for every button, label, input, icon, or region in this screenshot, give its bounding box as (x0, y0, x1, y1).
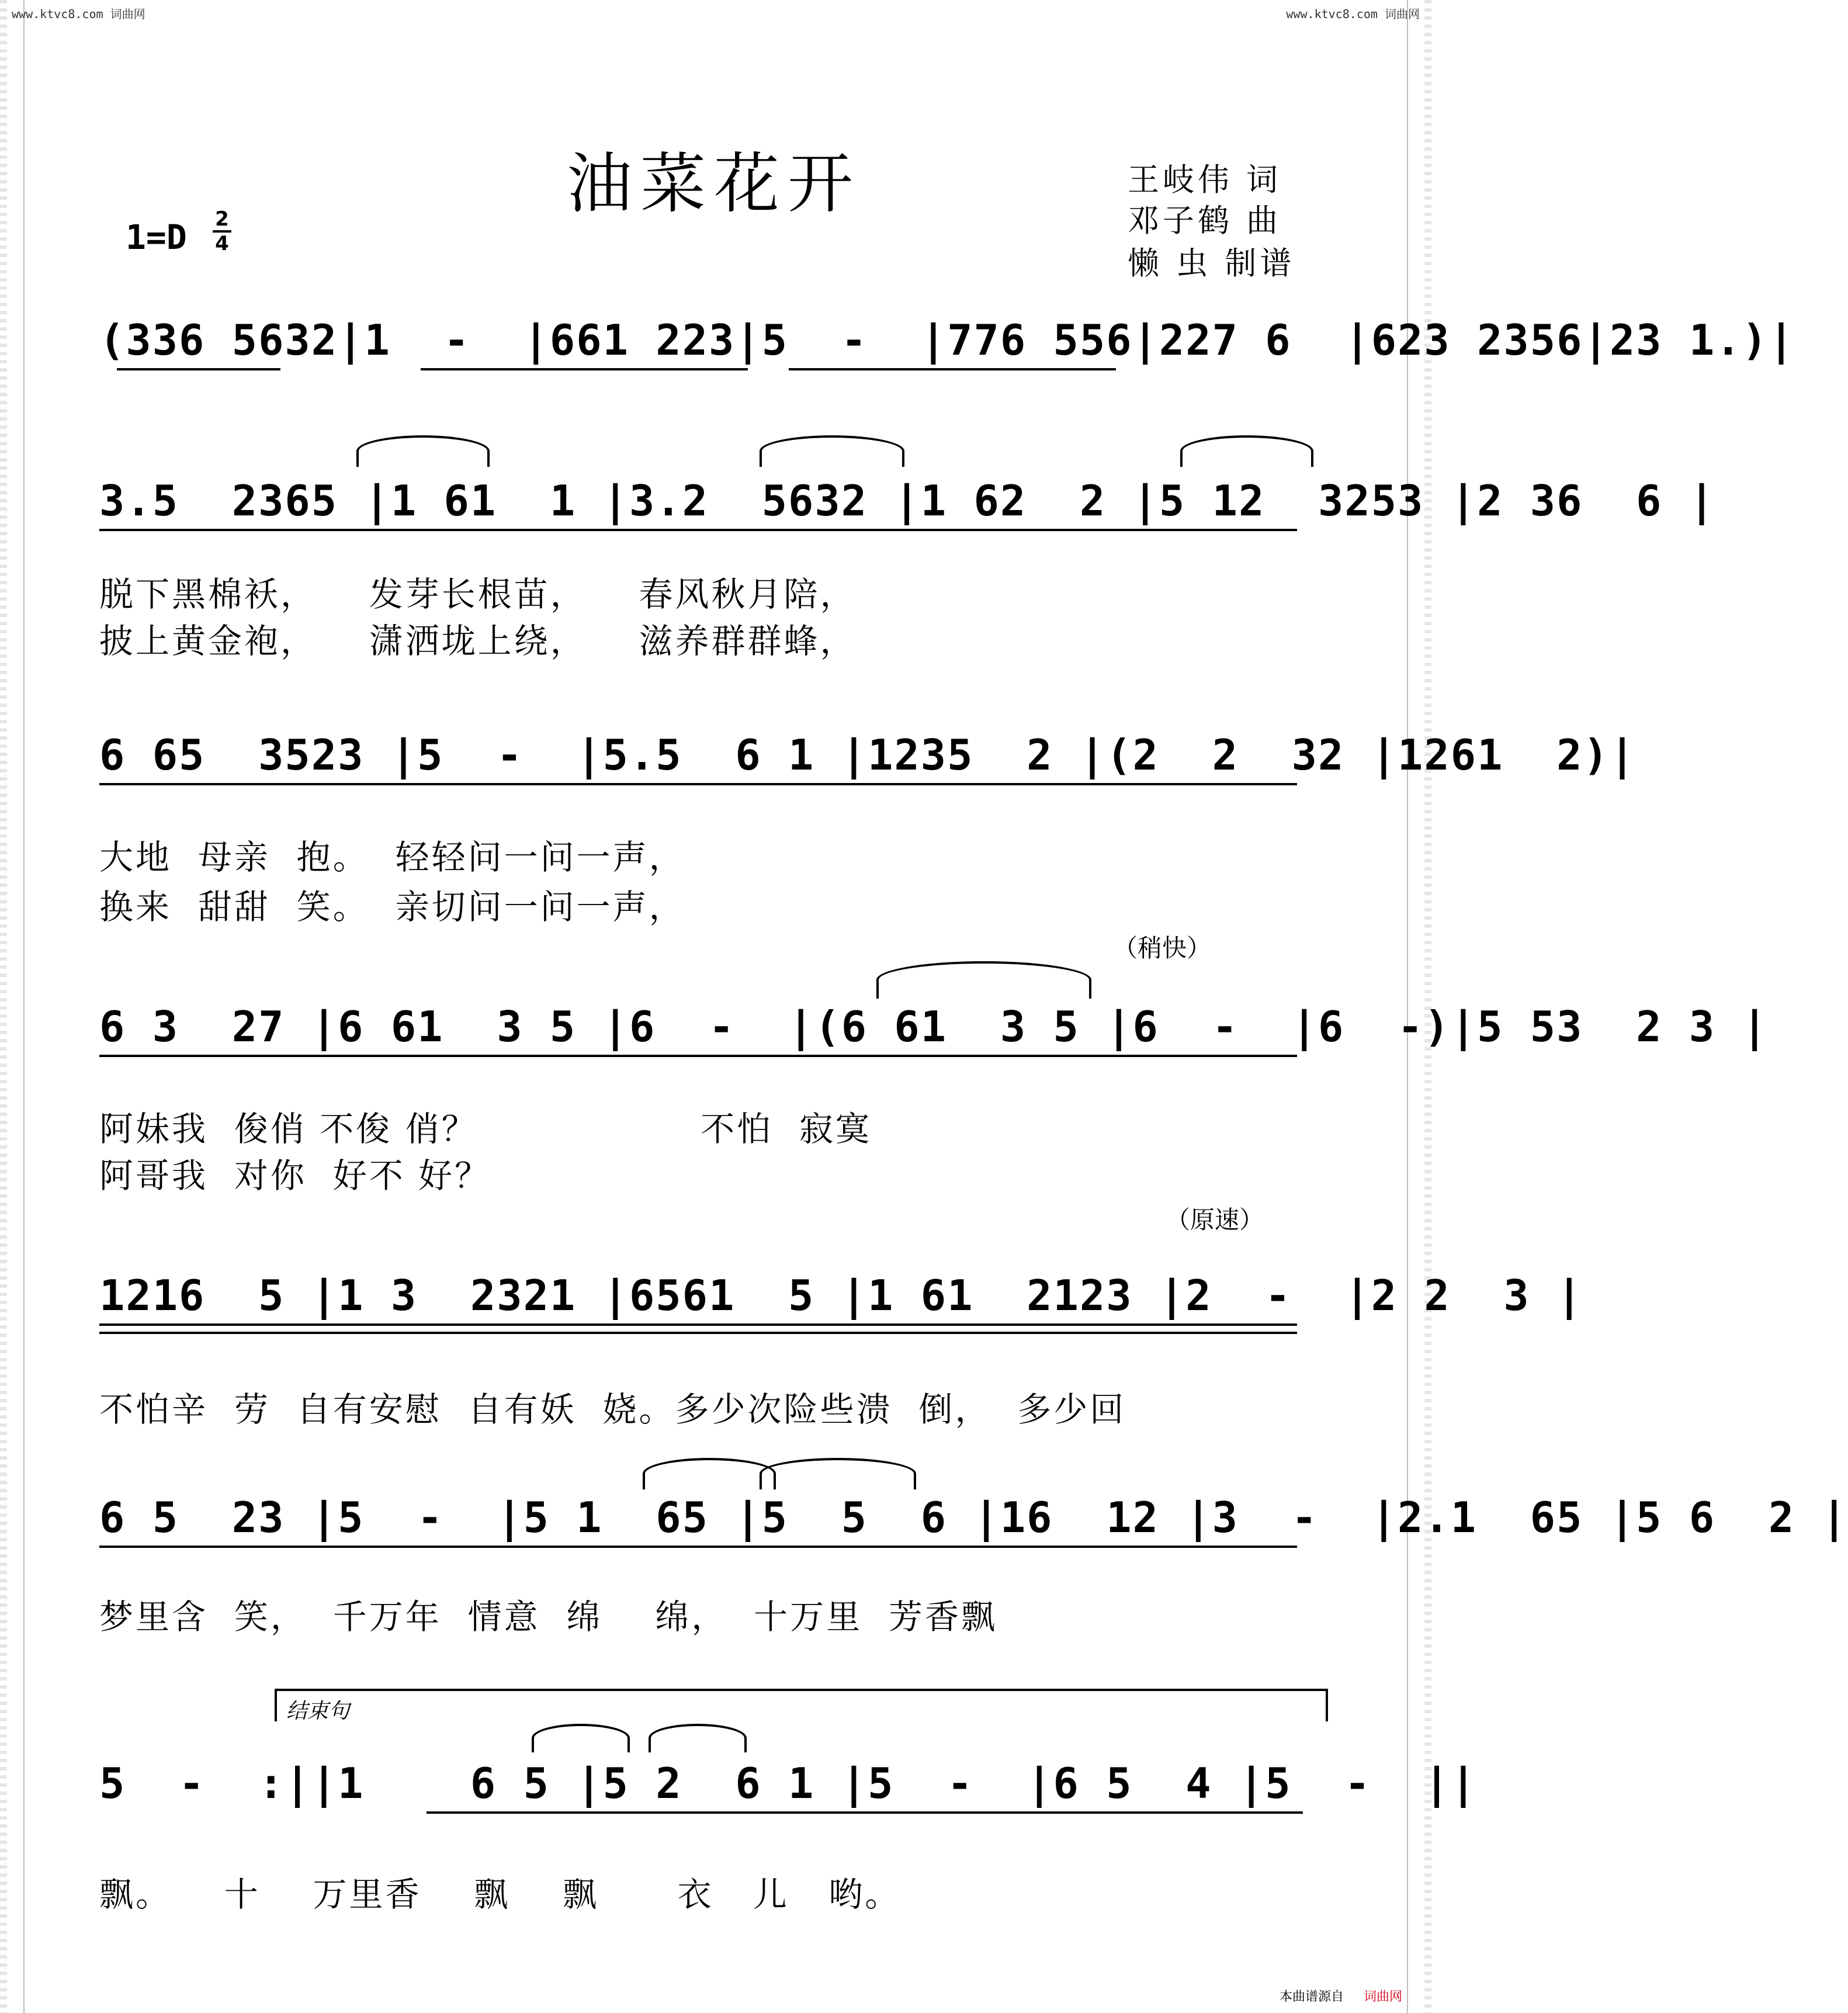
staff-row-4 (99, 1002, 1769, 1084)
staff-row-3 (99, 730, 1636, 812)
notes-row-2: 3.5 2365 |1 61 1 |3.2 5632 |1 62 2 |5 12 3253 |2 36 6 | (99, 476, 1716, 525)
time-signature (210, 208, 234, 255)
slur (643, 1458, 776, 1489)
ending-label: 结束句 (286, 1699, 350, 1723)
ending-bracket (275, 1689, 1328, 1721)
lyric-row-6: 梦里含 笑， 千万年 情意 绵 绵， 十万里 芳香飘 (99, 1597, 997, 1637)
staff-row-1 (99, 316, 1795, 397)
slur (532, 1724, 630, 1752)
lyric-row-4-verse-2: 阿哥我 对你 好不 好？ (99, 1156, 491, 1196)
tempo-mark-faster: （稍快） (1113, 934, 1212, 962)
notes-row-1: (336 5632|1 - |661 223|5 - |776 556|227 6 |623 2356|23 1.)| (99, 316, 1795, 365)
beam (99, 1332, 1297, 1334)
beam (421, 368, 748, 370)
slur (760, 1458, 916, 1489)
composer-credit: 邓子鹤 曲 (1128, 202, 1282, 239)
footer-source-text: 本曲谱源自 (1279, 1990, 1344, 2004)
slur (876, 961, 1091, 999)
beam (789, 368, 1116, 370)
slur (356, 435, 490, 467)
notes-row-7: 5 - :||1 6 5 |5 2 6 1 |5 - |6 5 4 |5 - || (99, 1759, 1478, 1808)
lyric-row-3-verse-2: 换来 甜甜 笑。 亲切问一问一声， (99, 887, 685, 927)
arranger-credit: 懒 虫 制谱 (1128, 245, 1295, 282)
beam (99, 1546, 1297, 1548)
staff-row-7 (99, 1759, 1478, 1841)
time-signature-bottom: 4 (215, 232, 229, 255)
slur (649, 1724, 747, 1752)
lyricist-credit: 王岐伟 词 (1128, 161, 1282, 198)
time-signature-top: 2 (215, 207, 229, 231)
site-watermark-right: www.ktvc8.com 词曲网 (1286, 7, 1420, 21)
beam (427, 1811, 1303, 1814)
staff-row-5 (99, 1271, 1583, 1353)
beam (99, 783, 1297, 785)
notes-row-3: 6 65 3523 |5 - |5.5 6 1 |1235 2 |(2 2 32 |1261 2)| (99, 730, 1636, 779)
notes-row-6: 6 5 23 |5 - |5 1 65 |5 5 6 |16 12 |3 - |2.1 65 |5 6 2 | (99, 1493, 1848, 1542)
staff-row-6 (99, 1493, 1848, 1575)
tempo-mark-original: （原速） (1166, 1205, 1264, 1234)
slur (1180, 435, 1313, 467)
song-title: 油菜花开 (567, 146, 861, 222)
beam (99, 529, 1297, 531)
notes-row-4: 6 3 27 |6 61 3 5 |6 - |(6 61 3 5 |6 - |6 -)|5 53 2 3 | (99, 1002, 1769, 1051)
beam (99, 1055, 1297, 1057)
lyric-row-7: 飘。 十 万里香 飘 飘 衣 儿 哟。 (99, 1875, 902, 1914)
staff-row-2 (99, 476, 1716, 558)
site-watermark-left: www.ktvc8.com 词曲网 (12, 7, 145, 21)
lyric-row-5: 不怕辛 劳 自有安慰 自有妖 娆。多少次险些溃 倒， 多少回 (99, 1390, 1126, 1429)
notes-row-5: 1216 5 |1 3 2321 |6561 5 |1 61 2123 |2 - |2 2 3 | (99, 1271, 1583, 1320)
slur (760, 435, 904, 467)
left-frame-line (23, 0, 25, 2013)
lyric-row-3-verse-1: 大地 母亲 抱。 轻轻问一问一声， (99, 837, 685, 877)
lyric-row-4-verse-1: 阿妹我 俊俏 不俊 俏？ 不怕 寂寞 (99, 1109, 872, 1149)
key-signature: 1=D (126, 217, 187, 257)
left-margin-strip (0, 0, 7, 2013)
beam (99, 1323, 1297, 1326)
footer-site-name: 词曲网 (1363, 1990, 1402, 2004)
beam (117, 368, 280, 370)
lyric-row-2-verse-1: 脱下黑棉袄， 发芽长根苗， 春风秋月陪， (99, 574, 857, 614)
lyric-row-2-verse-2: 披上黄金袍， 潇洒垅上绕， 滋养群群蜂， (99, 621, 857, 661)
